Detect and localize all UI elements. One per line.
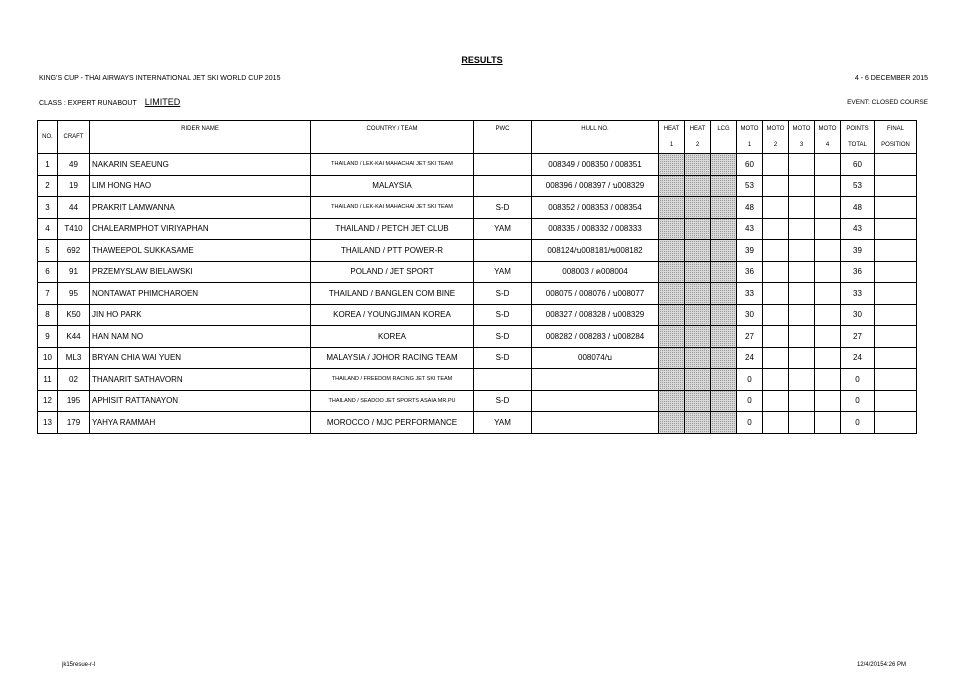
pwc: YAM bbox=[474, 218, 532, 240]
heat-1-cell bbox=[659, 304, 685, 326]
header-pwc-sub bbox=[474, 137, 532, 154]
row-number: 13 bbox=[38, 412, 58, 434]
moto-2-score bbox=[763, 347, 789, 369]
heat-1-cell bbox=[659, 369, 685, 391]
lcg-cell bbox=[711, 218, 737, 240]
craft-number: T410 bbox=[58, 218, 90, 240]
moto-3-score bbox=[789, 390, 815, 412]
header-moto-2-number: 2 bbox=[763, 137, 789, 154]
header-moto-1: MOTO bbox=[737, 121, 763, 138]
final-position bbox=[875, 369, 917, 391]
points-total: 0 bbox=[841, 369, 875, 391]
hull-number bbox=[532, 369, 659, 391]
table-row bbox=[38, 347, 917, 369]
moto-3-score bbox=[789, 154, 815, 176]
table-row bbox=[38, 369, 917, 391]
pwc: S-D bbox=[474, 283, 532, 305]
rider-name: HAN NAM NO bbox=[90, 326, 311, 348]
final-position bbox=[875, 175, 917, 197]
rider-name: THAWEEPOL SUKKASAME bbox=[90, 240, 311, 262]
table-row bbox=[38, 304, 917, 326]
craft-number: 19 bbox=[58, 175, 90, 197]
row-number: 3 bbox=[38, 197, 58, 219]
lcg-cell bbox=[711, 240, 737, 262]
final-position bbox=[875, 218, 917, 240]
heat-1-cell bbox=[659, 261, 685, 283]
moto-4-score bbox=[815, 390, 841, 412]
footer-file-name: jk15resue-r-l bbox=[62, 662, 96, 668]
country-team: THAILAND / PTT POWER-R bbox=[311, 240, 474, 262]
final-position bbox=[875, 390, 917, 412]
moto-2-score bbox=[763, 390, 789, 412]
moto-4-score bbox=[815, 240, 841, 262]
header-moto-2: MOTO bbox=[763, 121, 789, 138]
pwc: S-D bbox=[474, 390, 532, 412]
final-position bbox=[875, 154, 917, 176]
rider-name: THANARIT SATHAVORN bbox=[90, 369, 311, 391]
points-total: 30 bbox=[841, 304, 875, 326]
final-position bbox=[875, 261, 917, 283]
country-team: THAILAND / FREEDOM RACING JET SKI TEAM bbox=[311, 369, 474, 391]
country-team: THAILAND / LEK-KAI MAHACHAI JET SKI TEAM bbox=[311, 197, 474, 219]
moto-4-score bbox=[815, 175, 841, 197]
heat-1-cell bbox=[659, 283, 685, 305]
points-total: 33 bbox=[841, 283, 875, 305]
row-number: 5 bbox=[38, 240, 58, 262]
final-position bbox=[875, 347, 917, 369]
moto-4-score bbox=[815, 304, 841, 326]
hull-number: 008003 / ค008004 bbox=[532, 261, 659, 283]
lcg-cell bbox=[711, 326, 737, 348]
header-craft: CRAFT bbox=[58, 121, 90, 154]
header-pwc: PWC bbox=[474, 121, 532, 138]
moto-3-score bbox=[789, 261, 815, 283]
moto-2-score bbox=[763, 412, 789, 434]
moto-3-score bbox=[789, 283, 815, 305]
hull-number: 008352 / 008353 / 008354 bbox=[532, 197, 659, 219]
final-position bbox=[875, 326, 917, 348]
points-total: 53 bbox=[841, 175, 875, 197]
header-points: POINTS bbox=[841, 121, 875, 138]
table-row bbox=[38, 412, 917, 434]
rider-name: APHISIT RATTANAYON bbox=[90, 390, 311, 412]
craft-number: 91 bbox=[58, 261, 90, 283]
header-heat-2-number: 2 bbox=[685, 137, 711, 154]
moto-1-score: 53 bbox=[737, 175, 763, 197]
craft-number: 49 bbox=[58, 154, 90, 176]
moto-2-score bbox=[763, 369, 789, 391]
lcg-cell bbox=[711, 283, 737, 305]
moto-2-score bbox=[763, 304, 789, 326]
moto-1-score: 33 bbox=[737, 283, 763, 305]
pwc: S-D bbox=[474, 326, 532, 348]
heat-2-cell bbox=[685, 240, 711, 262]
row-number: 11 bbox=[38, 369, 58, 391]
header-heat-1: HEAT bbox=[659, 121, 685, 138]
row-number: 1 bbox=[38, 154, 58, 176]
row-number: 6 bbox=[38, 261, 58, 283]
hull-number: 008074/บ bbox=[532, 347, 659, 369]
moto-2-score bbox=[763, 283, 789, 305]
final-position bbox=[875, 197, 917, 219]
pwc: S-D bbox=[474, 304, 532, 326]
moto-1-score: 43 bbox=[737, 218, 763, 240]
heat-2-cell bbox=[685, 326, 711, 348]
moto-4-score bbox=[815, 197, 841, 219]
heat-1-cell bbox=[659, 412, 685, 434]
moto-3-score bbox=[789, 326, 815, 348]
country-team: KOREA / YOUNGJIMAN KOREA bbox=[311, 304, 474, 326]
footer-timestamp: 12/4/20154:26 PM bbox=[856, 662, 906, 668]
header-final-position: POSITION bbox=[875, 137, 917, 154]
rider-name: PRZEMYSLAW BIELAWSKI bbox=[90, 261, 311, 283]
heat-1-cell bbox=[659, 197, 685, 219]
moto-4-score bbox=[815, 347, 841, 369]
header-moto-4: MOTO bbox=[815, 121, 841, 138]
points-total: 48 bbox=[841, 197, 875, 219]
rider-name: YAHYA RAMMAH bbox=[90, 412, 311, 434]
country-team: THAILAND / SEADOO JET SPORTS ASAIA MR.PU bbox=[311, 390, 474, 412]
row-number: 7 bbox=[38, 283, 58, 305]
event-type: EVENT: CLOSED COURSE bbox=[847, 99, 928, 106]
points-total: 39 bbox=[841, 240, 875, 262]
moto-2-score bbox=[763, 240, 789, 262]
row-number: 10 bbox=[38, 347, 58, 369]
page-title: RESULTS bbox=[461, 55, 503, 65]
country-team: THAILAND / BANGLEN COM BINE bbox=[311, 283, 474, 305]
moto-1-score: 0 bbox=[737, 412, 763, 434]
moto-2-score bbox=[763, 175, 789, 197]
heat-2-cell bbox=[685, 175, 711, 197]
craft-number: 44 bbox=[58, 197, 90, 219]
header-final: FINAL bbox=[875, 121, 917, 138]
header-moto-4-number: 4 bbox=[815, 137, 841, 154]
row-number: 9 bbox=[38, 326, 58, 348]
final-position bbox=[875, 240, 917, 262]
header-no: NO. bbox=[38, 121, 58, 154]
hull-number: 008282 / 008283 / บ008284 bbox=[532, 326, 659, 348]
pwc: YAM bbox=[474, 412, 532, 434]
moto-3-score bbox=[789, 412, 815, 434]
rider-name: NONTAWAT PHIMCHAROEN bbox=[90, 283, 311, 305]
points-total: 43 bbox=[841, 218, 875, 240]
lcg-cell bbox=[711, 369, 737, 391]
craft-number: 179 bbox=[58, 412, 90, 434]
moto-2-score bbox=[763, 326, 789, 348]
moto-1-score: 24 bbox=[737, 347, 763, 369]
moto-4-score bbox=[815, 218, 841, 240]
moto-1-score: 30 bbox=[737, 304, 763, 326]
header-team-sub bbox=[311, 137, 474, 154]
heat-2-cell bbox=[685, 218, 711, 240]
table-row bbox=[38, 197, 917, 219]
hull-number bbox=[532, 390, 659, 412]
moto-3-score bbox=[789, 304, 815, 326]
class-prefix: CLASS : EXPERT RUNABOUT bbox=[39, 100, 137, 107]
row-number: 2 bbox=[38, 175, 58, 197]
row-number: 4 bbox=[38, 218, 58, 240]
results-body bbox=[38, 154, 917, 434]
lcg-cell bbox=[711, 304, 737, 326]
country-team: MALAYSIA bbox=[311, 175, 474, 197]
heat-2-cell bbox=[685, 197, 711, 219]
hull-number: 008349 / 008350 / 008351 bbox=[532, 154, 659, 176]
table-row bbox=[38, 326, 917, 348]
lcg-cell bbox=[711, 175, 737, 197]
pwc: S-D bbox=[474, 347, 532, 369]
heat-1-cell bbox=[659, 175, 685, 197]
header-heat-1-number: 1 bbox=[659, 137, 685, 154]
heat-2-cell bbox=[685, 369, 711, 391]
rider-name: PRAKRIT LAMWANNA bbox=[90, 197, 311, 219]
craft-number: ML3 bbox=[58, 347, 90, 369]
craft-number: K50 bbox=[58, 304, 90, 326]
header-rider-sub bbox=[90, 137, 311, 154]
lcg-cell bbox=[711, 261, 737, 283]
craft-number: 692 bbox=[58, 240, 90, 262]
header-rider: RIDER NAME bbox=[90, 121, 311, 138]
craft-number: K44 bbox=[58, 326, 90, 348]
heat-2-cell bbox=[685, 347, 711, 369]
header-moto-3-number: 3 bbox=[789, 137, 815, 154]
header-moto-1-number: 1 bbox=[737, 137, 763, 154]
table-row bbox=[38, 261, 917, 283]
header-moto-3: MOTO bbox=[789, 121, 815, 138]
heat-2-cell bbox=[685, 412, 711, 434]
row-number: 8 bbox=[38, 304, 58, 326]
moto-1-score: 27 bbox=[737, 326, 763, 348]
table-row bbox=[38, 175, 917, 197]
header-hull-sub bbox=[532, 137, 659, 154]
pwc: YAM bbox=[474, 261, 532, 283]
table-row bbox=[38, 283, 917, 305]
country-team: MALAYSIA / JOHOR RACING TEAM bbox=[311, 347, 474, 369]
points-total: 24 bbox=[841, 347, 875, 369]
lcg-cell bbox=[711, 390, 737, 412]
header-lcg-sub bbox=[711, 137, 737, 154]
results-table bbox=[37, 120, 917, 434]
pwc bbox=[474, 240, 532, 262]
class-name: LIMITED bbox=[144, 97, 181, 107]
heat-1-cell bbox=[659, 240, 685, 262]
final-position bbox=[875, 412, 917, 434]
heat-1-cell bbox=[659, 154, 685, 176]
moto-1-score: 0 bbox=[737, 390, 763, 412]
rider-name: CHALEARMPHOT VIRIYAPHAN bbox=[90, 218, 311, 240]
country-team: POLAND / JET SPORT bbox=[311, 261, 474, 283]
country-team: THAILAND / LEK-KAI MAHACHAI JET SKI TEAM bbox=[311, 154, 474, 176]
header-team: COUNTRY / TEAM bbox=[311, 121, 474, 138]
moto-4-score bbox=[815, 326, 841, 348]
country-team: MOROCCO / MJC PERFORMANCE bbox=[311, 412, 474, 434]
moto-4-score bbox=[815, 283, 841, 305]
lcg-cell bbox=[711, 412, 737, 434]
rider-name: BRYAN CHIA WAI YUEN bbox=[90, 347, 311, 369]
moto-3-score bbox=[789, 197, 815, 219]
hull-number: 008075 / 008076 / บ008077 bbox=[532, 283, 659, 305]
rider-name: LIM HONG HAO bbox=[90, 175, 311, 197]
moto-1-score: 39 bbox=[737, 240, 763, 262]
final-position bbox=[875, 283, 917, 305]
hull-number: 008124/บ008181/ฃ008182 bbox=[532, 240, 659, 262]
moto-3-score bbox=[789, 218, 815, 240]
craft-number: 02 bbox=[58, 369, 90, 391]
moto-4-score bbox=[815, 154, 841, 176]
moto-2-score bbox=[763, 218, 789, 240]
heat-1-cell bbox=[659, 326, 685, 348]
table-row bbox=[38, 154, 917, 176]
points-total: 27 bbox=[841, 326, 875, 348]
moto-4-score bbox=[815, 369, 841, 391]
country-team: THAILAND / PETCH JET CLUB bbox=[311, 218, 474, 240]
moto-1-score: 48 bbox=[737, 197, 763, 219]
craft-number: 195 bbox=[58, 390, 90, 412]
event-name: KING'S CUP - THAI AIRWAYS INTERNATIONAL JET SKI WORLD CUP 2015 bbox=[39, 75, 281, 82]
moto-4-score bbox=[815, 261, 841, 283]
hull-number: 008396 / 008397 / บ008329 bbox=[532, 175, 659, 197]
points-total: 0 bbox=[841, 412, 875, 434]
lcg-cell bbox=[711, 347, 737, 369]
moto-1-score: 60 bbox=[737, 154, 763, 176]
heat-2-cell bbox=[685, 304, 711, 326]
points-total: 0 bbox=[841, 390, 875, 412]
moto-2-score bbox=[763, 197, 789, 219]
country-team: KOREA bbox=[311, 326, 474, 348]
class-line bbox=[39, 97, 180, 107]
points-total: 60 bbox=[841, 154, 875, 176]
hull-number: 008327 / 008328 / บ008329 bbox=[532, 304, 659, 326]
pwc bbox=[474, 175, 532, 197]
header-points-total: TOTAL bbox=[841, 137, 875, 154]
final-position bbox=[875, 304, 917, 326]
pwc: S-D bbox=[474, 197, 532, 219]
points-total: 36 bbox=[841, 261, 875, 283]
row-number: 12 bbox=[38, 390, 58, 412]
moto-2-score bbox=[763, 154, 789, 176]
hull-number: 008335 / 008332 / 008333 bbox=[532, 218, 659, 240]
heat-2-cell bbox=[685, 390, 711, 412]
table-row bbox=[38, 240, 917, 262]
hull-number bbox=[532, 412, 659, 434]
moto-2-score bbox=[763, 261, 789, 283]
heat-2-cell bbox=[685, 261, 711, 283]
heat-1-cell bbox=[659, 390, 685, 412]
moto-3-score bbox=[789, 175, 815, 197]
lcg-cell bbox=[711, 197, 737, 219]
pwc bbox=[474, 154, 532, 176]
heat-2-cell bbox=[685, 154, 711, 176]
moto-4-score bbox=[815, 412, 841, 434]
craft-number: 95 bbox=[58, 283, 90, 305]
heat-1-cell bbox=[659, 218, 685, 240]
heat-1-cell bbox=[659, 347, 685, 369]
moto-1-score: 36 bbox=[737, 261, 763, 283]
table-row bbox=[38, 218, 917, 240]
header-lcg: LCG bbox=[711, 121, 737, 138]
event-dates: 4 - 6 DECEMBER 2015 bbox=[854, 75, 928, 82]
moto-1-score: 0 bbox=[737, 369, 763, 391]
rider-name: JIN HO PARK bbox=[90, 304, 311, 326]
lcg-cell bbox=[711, 154, 737, 176]
rider-name: NAKARIN SEAEUNG bbox=[90, 154, 311, 176]
moto-3-score bbox=[789, 240, 815, 262]
moto-3-score bbox=[789, 347, 815, 369]
heat-2-cell bbox=[685, 283, 711, 305]
header-heat-2: HEAT bbox=[685, 121, 711, 138]
moto-3-score bbox=[789, 369, 815, 391]
table-row bbox=[38, 390, 917, 412]
header-hull: HULL NO. bbox=[532, 121, 659, 138]
pwc bbox=[474, 369, 532, 391]
